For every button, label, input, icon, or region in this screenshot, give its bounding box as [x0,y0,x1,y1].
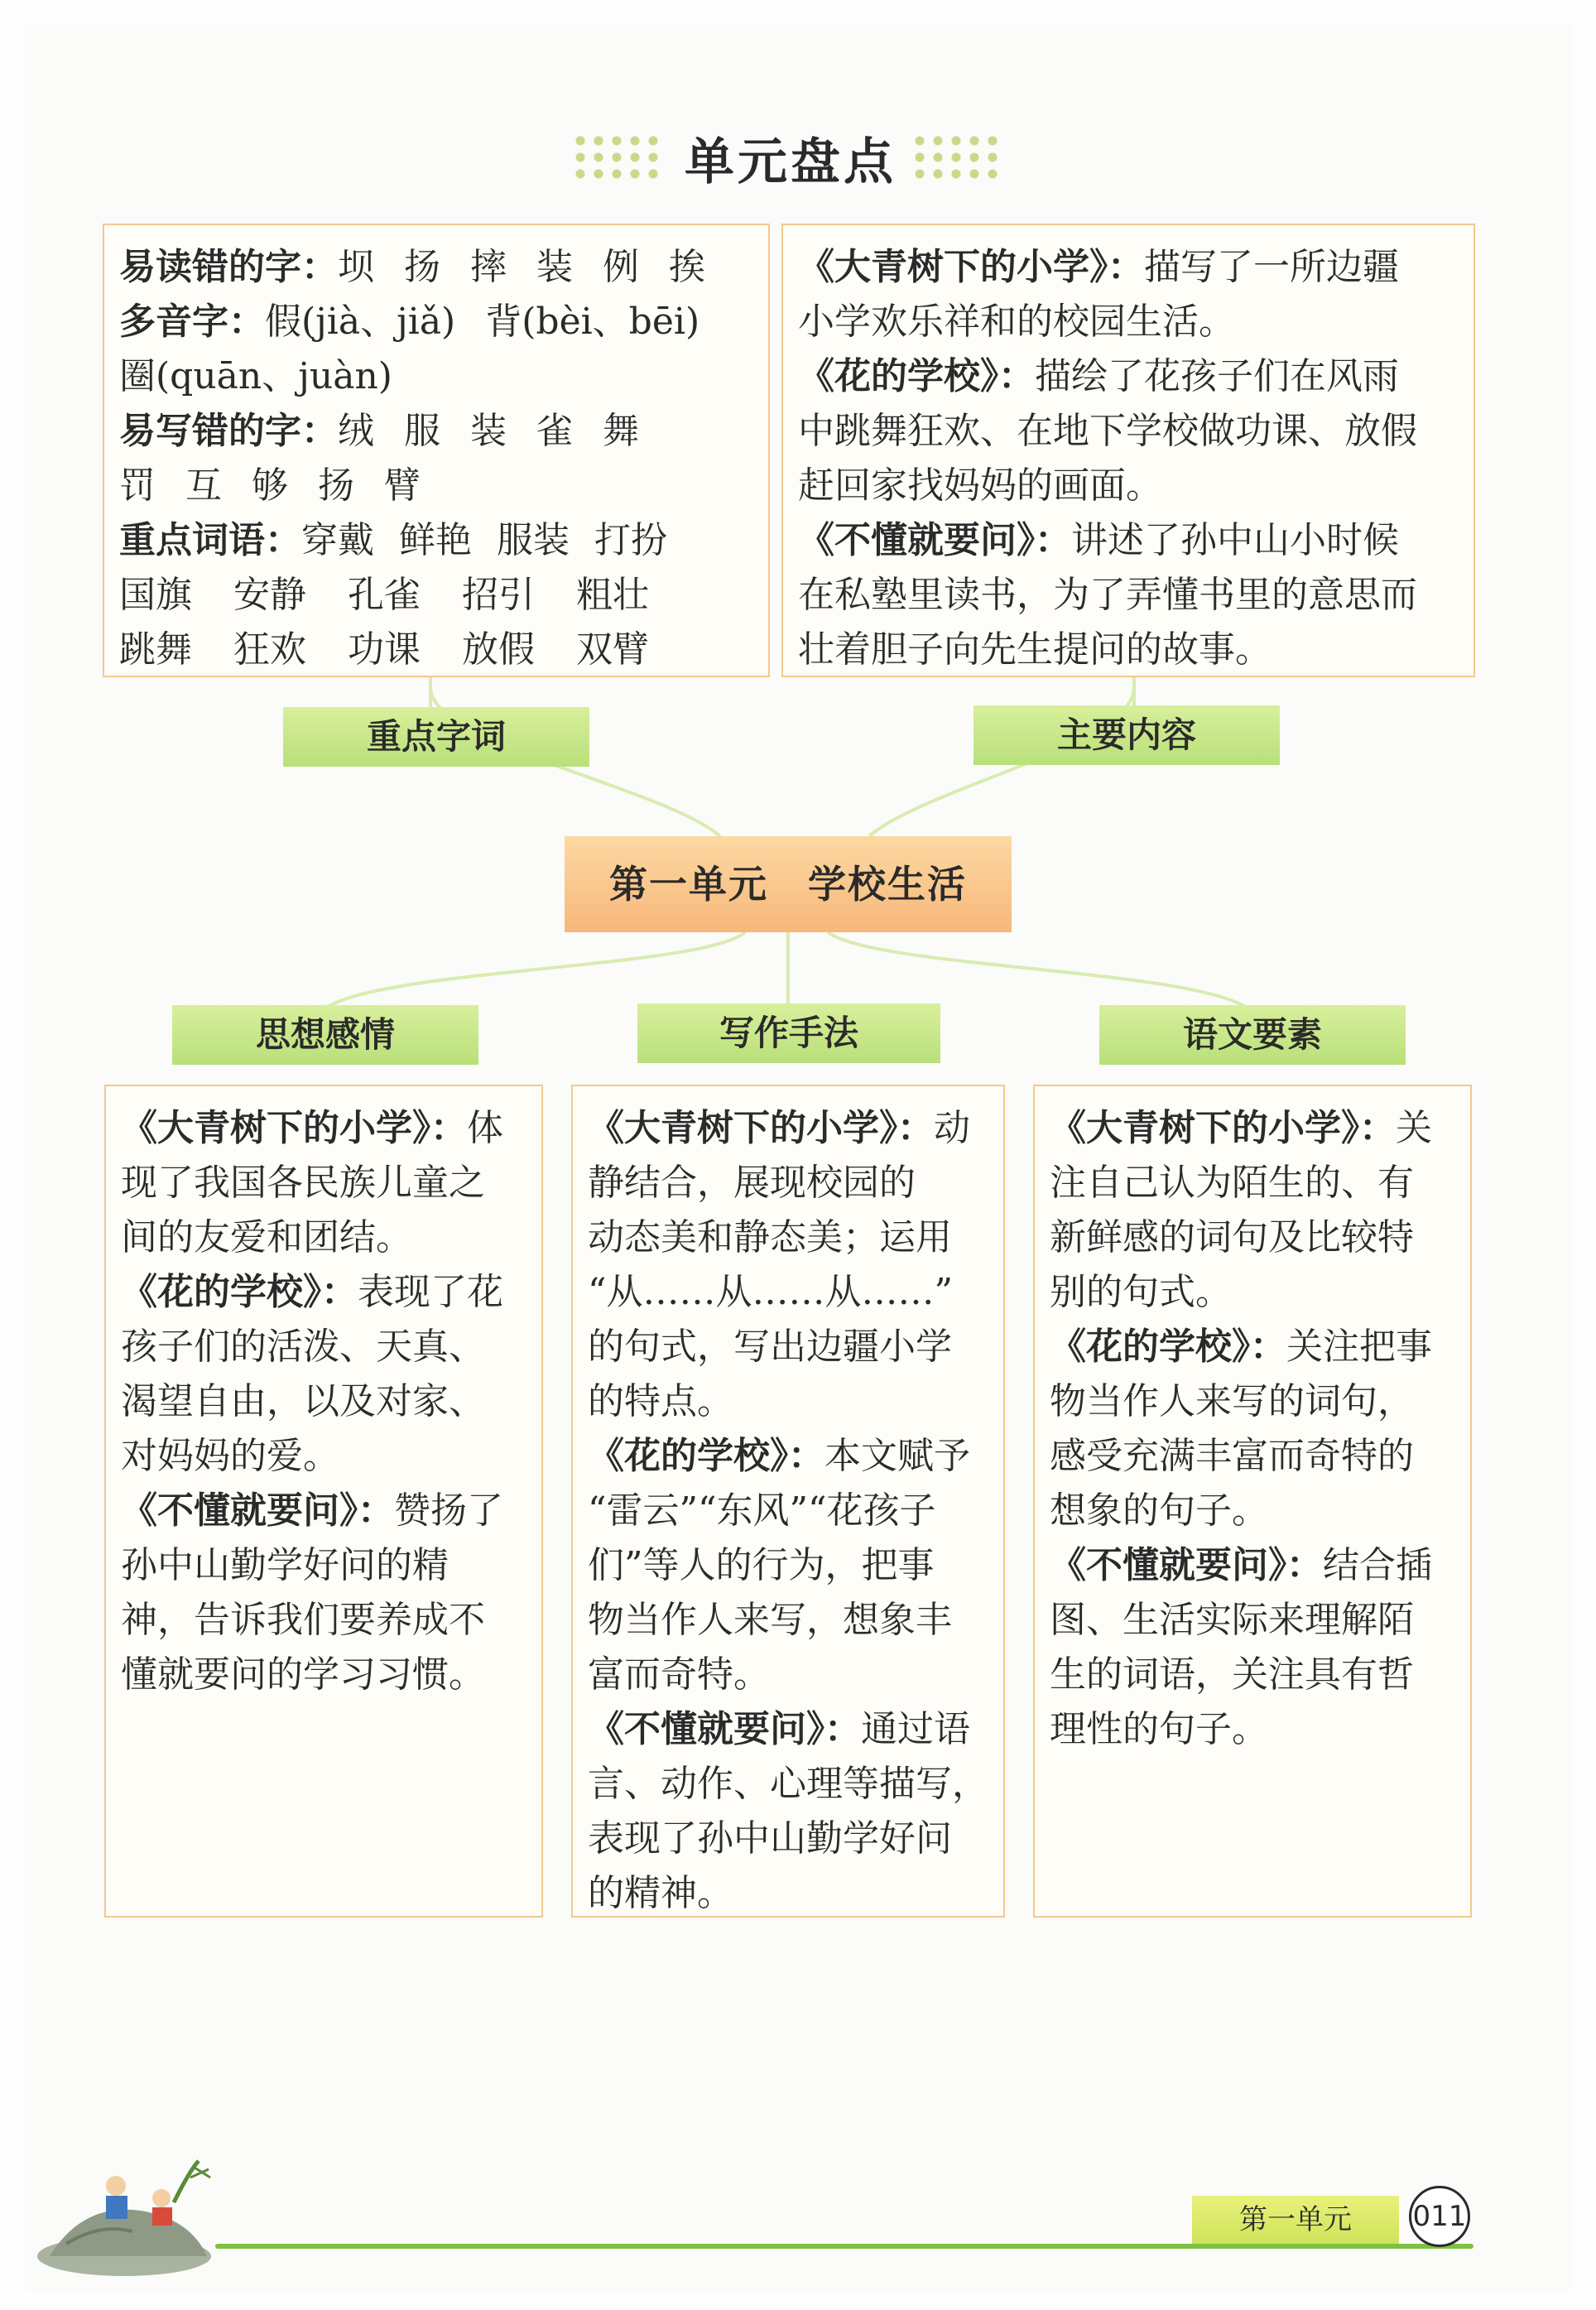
char: 摔 [470,246,507,288]
text-line: 孙中山勤学好问的精 [121,1544,449,1586]
label-main-content: 主要内容 [973,705,1280,765]
lesson-title: 《不懂就要问》： [121,1489,394,1532]
page-title: 单元盘点 [685,133,897,191]
polyphonic-item: 背(bèi、bēi) [485,301,700,343]
char: 绒 [338,410,374,452]
text-line: 表现了孙中山勤学好问 [588,1817,952,1860]
footer-divider [215,2244,1473,2249]
text-line: 描绘了花孩子们在风雨 [1035,355,1399,397]
text-line: 赞扬了 [394,1489,503,1532]
text-line: 的句式，写出边疆小学 [588,1326,952,1368]
text-line: 理性的句子。 [1050,1708,1268,1750]
char: 舞 [603,410,639,452]
text-line: 言、动作、心理等描写， [588,1763,988,1805]
text-line: 动 [934,1107,970,1149]
term: 穿戴 [301,519,374,561]
polyphonic-item: 圈(quān、juàn) [119,355,392,397]
children-on-rock-illustration [33,2153,224,2277]
text-line: 讲述了孙中山小时候 [1071,519,1399,561]
text-line: 壮着胆子向先生提问的故事。 [798,628,1272,671]
lesson-title: 《花的学校》： [121,1271,358,1313]
text-line: 的精神。 [588,1872,733,1914]
page-header [0,123,1596,189]
term: 打扮 [594,519,667,561]
text-line: 中跳舞狂欢、在地下学校做功课、放假 [798,410,1417,452]
term: 跳舞 [119,628,192,671]
term: 放假 [462,628,535,671]
term: 鲜艳 [399,519,472,561]
term: 孔雀 [348,574,421,616]
lesson-title: 《大青树下的小学》： [798,246,1144,288]
term: 粗壮 [576,574,649,616]
term: 双臂 [576,628,649,671]
char: 臂 [384,464,421,507]
decorative-dots-right [911,132,1002,182]
language-elements-box [1033,1085,1472,1918]
char: 扬 [404,246,440,288]
text-line: 渴望自由，以及对家、 [121,1380,485,1422]
polyphonic-item: 假(jià、jiǎ) [265,301,456,343]
text-line: 物当作人来写，想象丰 [588,1599,952,1641]
page-number: 011 [1409,2186,1470,2247]
label-thoughts-feelings: 思想感情 [172,1005,478,1065]
thoughts-feelings-box [104,1085,543,1918]
text-line: 想象的句子。 [1050,1489,1268,1532]
lesson-title: 《大青树下的小学》： [1050,1107,1396,1149]
term: 招引 [462,574,535,616]
lesson-title: 《花的学校》： [798,355,1035,397]
center-topic: 第一单元 学校生活 [565,836,1012,932]
text-line: 图、生活实际来理解陌 [1050,1599,1414,1641]
text-line: 们”等人的行为，把事 [588,1544,935,1586]
char: 够 [252,464,288,507]
key-terms-label: 重点词语： [119,519,301,561]
char: 装 [470,410,507,452]
char: 挨 [669,246,705,288]
lesson-title: 《不懂就要问》： [1050,1544,1323,1586]
main-content-box [781,224,1475,677]
text-line: 神，告诉我们要养成不 [121,1599,485,1641]
text-line: 注自己认为陌生的、有 [1050,1162,1414,1204]
text-line: 间的友爱和团结。 [121,1216,412,1258]
decorative-dots-left [571,132,662,182]
lesson-title: 《花的学校》： [1050,1326,1286,1368]
label-key-words: 重点字词 [283,707,589,767]
text-line: 关 [1396,1107,1432,1149]
lesson-title: 《大青树下的小学》： [121,1107,467,1149]
term: 狂欢 [233,628,306,671]
key-words-box [103,224,770,677]
term: 安静 [233,574,306,616]
text-line: 结合插 [1323,1544,1432,1586]
text-line: 关注把事 [1286,1326,1432,1368]
text-line: 静结合，展现校园的 [588,1162,916,1204]
term: 功课 [348,628,421,671]
char: 服 [404,410,440,452]
char: 装 [536,246,573,288]
lesson-title: 《不懂就要问》： [798,519,1071,561]
char: 例 [603,246,639,288]
polyphonic-label: 多音字： [119,301,265,343]
text-line: 动态美和静态美；运用 [588,1216,952,1258]
text-line: 小学欢乐祥和的校园生活。 [798,301,1235,343]
text-line: 表现了花 [358,1271,503,1313]
char: 互 [185,464,222,507]
text-line: 懂就要问的学习习惯。 [121,1653,485,1696]
text-line: 在私塾里读书，为了弄懂书里的意思而 [798,574,1417,616]
lesson-title: 《大青树下的小学》： [588,1107,934,1149]
text-line: “从……从……从……” [588,1271,953,1313]
text-line: 生的词语，关注具有哲 [1050,1653,1414,1696]
text-line: 描写了一所边疆 [1144,246,1399,288]
lesson-title: 《不懂就要问》： [588,1708,861,1750]
text-line: “雷云”“东风”“花孩子 [588,1489,936,1532]
text-line: 感受充满丰富而奇特的 [1050,1435,1414,1477]
text-line: 赶回家找妈妈的画面。 [798,464,1162,507]
char: 罚 [119,464,156,507]
lesson-title: 《花的学校》： [588,1435,824,1477]
char: 雀 [536,410,573,452]
text-line: 通过语 [861,1708,970,1750]
text-line: 物当作人来写的词句， [1050,1380,1414,1422]
text-line: 体 [467,1107,503,1149]
text-line: 本文赋予 [824,1435,970,1477]
text-line: 对妈妈的爱。 [121,1435,339,1477]
easy-misread-label: 易读错的字： [119,246,338,288]
text-line: 孩子们的活泼、天真、 [121,1326,485,1368]
text-line: 现了我国各民族儿童之 [121,1162,485,1204]
char: 坝 [338,246,374,288]
term: 服装 [497,519,570,561]
writing-methods-box [571,1085,1005,1918]
label-writing-methods: 写作手法 [637,1003,940,1063]
footer-unit-tag: 第一单元 [1192,2196,1399,2244]
text-line: 的特点。 [588,1380,733,1422]
text-line: 别的句式。 [1050,1271,1232,1313]
label-language-elements: 语文要素 [1099,1005,1406,1065]
text-line: 新鲜感的词句及比较特 [1050,1216,1414,1258]
easy-miswrite-label: 易写错的字： [119,410,338,452]
term: 国旗 [119,574,192,616]
char: 扬 [318,464,354,507]
text-line: 富而奇特。 [588,1653,770,1696]
